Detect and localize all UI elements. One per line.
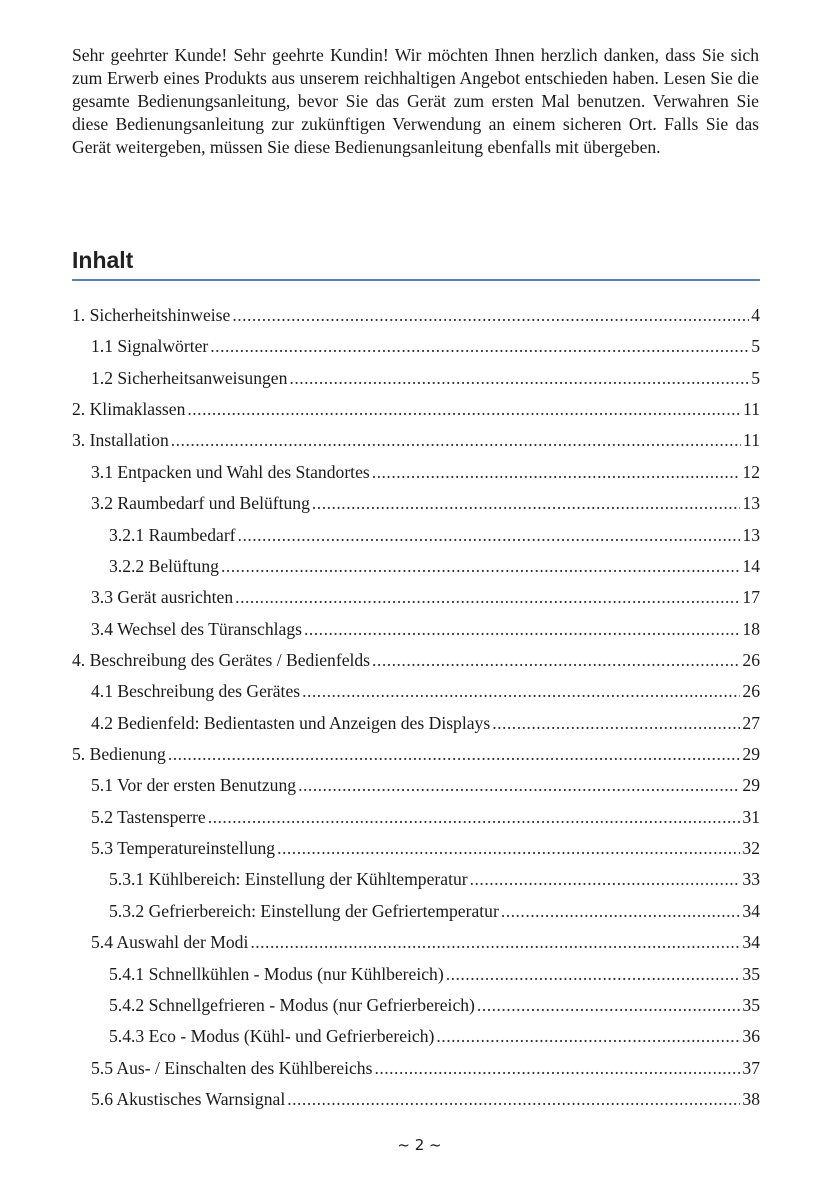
page-number: ~ 2 ~ bbox=[397, 1136, 442, 1154]
toc-entry-title: 4.2 Bedienfeld: Bedientasten und Anzeigen des Displays bbox=[91, 712, 491, 733]
toc-entry[interactable] bbox=[72, 901, 760, 932]
toc-entry-page: 14 bbox=[742, 555, 760, 576]
toc-dot-leader bbox=[302, 681, 740, 702]
toc-entry-title: 1.1 Signalwörter bbox=[91, 336, 209, 357]
toc-dot-leader bbox=[436, 1026, 740, 1047]
toc-entry[interactable] bbox=[72, 650, 760, 681]
toc-entry-page: 33 bbox=[742, 869, 760, 890]
toc-entry-title: 4.1 Beschreibung des Gerätes bbox=[91, 681, 301, 702]
toc-entry-title: 5.5 Aus- / Einschalten des Kühlbereichs bbox=[91, 1057, 373, 1078]
toc-dot-leader bbox=[501, 901, 741, 922]
toc-entry[interactable] bbox=[72, 430, 760, 461]
toc-entry-page: 31 bbox=[742, 806, 760, 827]
toc-entry-title: 4. Beschreibung des Gerätes / Bedienfelds bbox=[72, 649, 371, 670]
toc-entry-title: 1.2 Sicherheitsanweisungen bbox=[91, 367, 288, 388]
toc-entry-title: 5.4.1 Schnellkühlen - Modus (nur Kühlbereich) bbox=[109, 963, 444, 984]
toc-entry-page: 26 bbox=[742, 681, 760, 702]
toc-entry-title: 5. Bedienung bbox=[72, 744, 166, 765]
toc-dot-leader bbox=[168, 744, 741, 765]
toc-entry[interactable] bbox=[72, 368, 760, 399]
toc-entry[interactable] bbox=[72, 305, 760, 336]
toc-dot-leader bbox=[221, 556, 740, 577]
toc-entry-title: 5.2 Tastensperre bbox=[91, 806, 206, 827]
toc-entry-page: 34 bbox=[742, 932, 760, 953]
toc-entry[interactable] bbox=[72, 869, 760, 900]
toc-entry[interactable] bbox=[72, 619, 760, 650]
toc-entry-title: 5.3 Temperatureinstellung bbox=[91, 838, 276, 859]
toc-entry[interactable] bbox=[72, 556, 760, 587]
toc-entry-title: 3.2 Raumbedarf und Belüftung bbox=[91, 493, 310, 514]
toc-dot-leader bbox=[477, 995, 741, 1016]
toc-entry[interactable] bbox=[72, 462, 760, 493]
toc-entry-title: 5.4.3 Eco - Modus (Kühl- und Gefrierbereich) bbox=[109, 1026, 435, 1047]
toc-entry[interactable] bbox=[72, 399, 760, 430]
toc-entry-page: 34 bbox=[742, 900, 760, 921]
toc-dot-leader bbox=[250, 932, 740, 953]
toc-dot-leader bbox=[210, 336, 749, 357]
toc-dot-leader bbox=[372, 462, 741, 483]
toc-entry-page: 12 bbox=[742, 461, 760, 482]
toc-dot-leader bbox=[171, 430, 741, 451]
toc-entry-page: 17 bbox=[742, 587, 760, 608]
toc-entry-title: 3.3 Gerät ausrichten bbox=[91, 587, 234, 608]
toc-entry-title: 2. Klimaklassen bbox=[72, 399, 186, 420]
toc-entry[interactable] bbox=[72, 838, 760, 869]
toc-entry[interactable] bbox=[72, 336, 760, 367]
toc-entry-page: 13 bbox=[742, 493, 760, 514]
toc-entry-page: 11 bbox=[743, 430, 760, 451]
toc-entry-title: 3.2.1 Raumbedarf bbox=[109, 524, 236, 545]
toc-entry[interactable] bbox=[72, 493, 760, 524]
toc-entry-page: 5 bbox=[751, 336, 760, 357]
toc-entry[interactable] bbox=[72, 995, 760, 1026]
toc-dot-leader bbox=[238, 525, 741, 546]
toc-dot-leader bbox=[492, 713, 740, 734]
toc-entry[interactable] bbox=[72, 681, 760, 712]
toc-entry-page: 4 bbox=[751, 305, 760, 325]
toc-entry[interactable] bbox=[72, 1089, 760, 1120]
toc-dot-leader bbox=[232, 305, 749, 326]
toc-entry-page: 13 bbox=[742, 524, 760, 545]
toc-entry-title: 3.1 Entpacken und Wahl des Standortes bbox=[91, 461, 370, 482]
toc-entry-page: 35 bbox=[742, 963, 760, 984]
toc-entry[interactable] bbox=[72, 1058, 760, 1089]
toc-dot-leader bbox=[304, 619, 740, 640]
toc-entry[interactable] bbox=[72, 587, 760, 618]
toc-dot-leader bbox=[208, 807, 741, 828]
toc-dot-leader bbox=[287, 1089, 740, 1110]
toc-entry-title: 1. Sicherheitshinweise bbox=[72, 305, 231, 325]
toc-entry-page: 37 bbox=[742, 1057, 760, 1078]
toc-entry[interactable] bbox=[72, 525, 760, 556]
toc-entry-page: 18 bbox=[742, 618, 760, 639]
toc-dot-leader bbox=[187, 399, 741, 420]
toc-entry-page: 35 bbox=[742, 994, 760, 1015]
toc-entry-page: 32 bbox=[742, 838, 760, 859]
toc-dot-leader bbox=[277, 838, 740, 859]
toc-dot-leader bbox=[446, 964, 741, 985]
toc-entry[interactable] bbox=[72, 775, 760, 806]
toc-entry-title: 5.4.2 Schnellgefrieren - Modus (nur Gefrierbereich) bbox=[109, 994, 475, 1015]
toc-entry-page: 29 bbox=[742, 744, 760, 765]
toc-dot-leader bbox=[298, 775, 740, 796]
toc-entry-page: 38 bbox=[742, 1088, 760, 1109]
toc-dot-leader bbox=[374, 1058, 740, 1079]
toc-entry[interactable] bbox=[72, 744, 760, 775]
toc-entry[interactable] bbox=[72, 932, 760, 963]
toc-entry-page: 36 bbox=[742, 1026, 760, 1047]
toc-entry-title: 5.6 Akustisches Warnsignal bbox=[91, 1088, 286, 1109]
toc-entry-title: 5.1 Vor der ersten Benutzung bbox=[91, 775, 297, 796]
toc-heading: Inhalt bbox=[72, 247, 760, 281]
toc-entry[interactable] bbox=[72, 807, 760, 838]
toc-entry-page: 11 bbox=[743, 399, 760, 420]
toc-entry-title: 3. Installation bbox=[72, 430, 169, 451]
intro-paragraph: Sehr geehrter Kunde! Sehr geehrte Kundin! Wir möchten Ihnen herzlich danken, dass Sie sich zum Erwerb eines Produkts aus unserem reichhaltigen Angebot entschieden haben. Lesen Sie die gesamte Bedienungsanleitung, bevor Sie das Gerät zum ersten Mal benutzen. Verwahren Sie diese Bedienungsanleitung zur zukünftigen Verwendung an einem sicheren Ort. Falls Sie das Gerät weitergeben, müssen Sie diese Bedienungsanleitung ebenfalls mit übergeben. bbox=[72, 45, 759, 157]
toc-entry-page: 27 bbox=[742, 712, 760, 733]
toc-dot-leader bbox=[289, 368, 749, 389]
table-of-contents bbox=[72, 305, 760, 1120]
toc-dot-leader bbox=[372, 650, 740, 671]
toc-entry[interactable] bbox=[72, 1026, 760, 1057]
toc-dot-leader bbox=[312, 493, 741, 514]
toc-entry-title: 5.4 Auswahl der Modi bbox=[91, 932, 249, 953]
toc-dot-leader bbox=[470, 869, 741, 890]
toc-entry[interactable] bbox=[72, 713, 760, 744]
toc-entry[interactable] bbox=[72, 964, 760, 995]
toc-entry-title: 3.2.2 Belüftung bbox=[109, 555, 219, 576]
toc-entry-title: 5.3.1 Kühlbereich: Einstellung der Kühltemperatur bbox=[109, 869, 468, 890]
toc-entry-page: 5 bbox=[751, 367, 760, 388]
toc-dot-leader bbox=[235, 587, 740, 608]
toc-entry-page: 26 bbox=[742, 649, 760, 670]
toc-entry-title: 5.3.2 Gefrierbereich: Einstellung der Gefriertemperatur bbox=[109, 900, 499, 921]
toc-entry-title: 3.4 Wechsel des Türanschlags bbox=[91, 618, 302, 639]
toc-entry-page: 29 bbox=[742, 775, 760, 796]
